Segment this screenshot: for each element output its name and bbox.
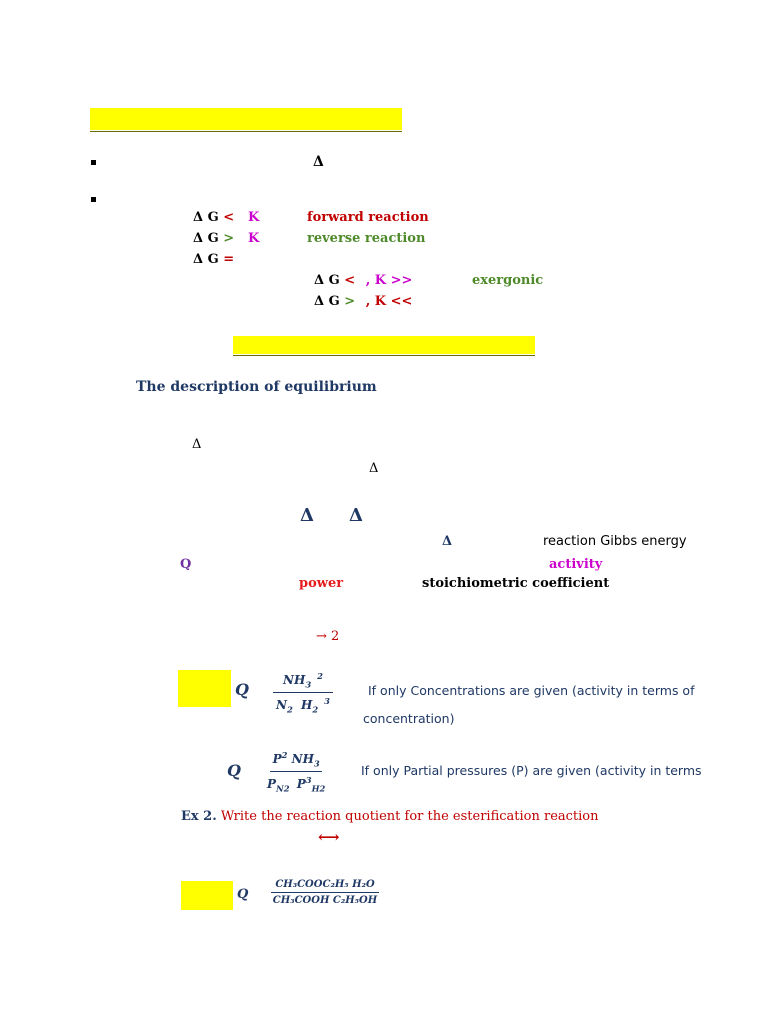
heading-highlight-1 <box>90 108 402 130</box>
answer-highlight-2 <box>181 881 233 910</box>
delta-symbol-5: Δ <box>349 505 363 526</box>
k-label-2: K <box>248 231 260 246</box>
ester-denominator: CH₃COOH C₂H₅OH <box>272 895 378 906</box>
pressure-note: If only Partial pressures (P) are given (activity in terms <box>361 763 702 778</box>
gibbs-energy-label: reaction Gibbs energy <box>543 534 687 549</box>
dg-label: Δ G <box>314 294 340 309</box>
criteria-row-3 <box>193 252 234 267</box>
fraction-bar <box>270 771 322 772</box>
bullet-1 <box>91 160 96 165</box>
power-label: power <box>299 576 344 591</box>
delta-symbol-2: Δ <box>192 437 202 452</box>
description-heading: The description of equilibrium <box>136 379 377 395</box>
example-2-text: Write the reaction quotient for the esterification reaction <box>220 809 599 824</box>
bullet-2 <box>91 197 96 202</box>
k-much-greater: , K >> <box>365 273 413 288</box>
k-much-less: , K << <box>365 294 413 309</box>
dg-label: Δ G <box>193 210 219 225</box>
dg-label: Δ G <box>314 273 340 288</box>
pressure-denominator: $P_{N2}$ $P^3_{H2}$ <box>267 775 326 794</box>
criteria-row-1 <box>193 210 234 225</box>
q-fraction-concentration <box>273 671 333 715</box>
op-less: < <box>344 273 356 288</box>
dg-label: Δ G <box>193 231 219 246</box>
criteria-row-4 <box>314 273 412 288</box>
delta-symbol-3: Δ <box>369 461 379 476</box>
q-fraction-esterification <box>271 879 379 906</box>
delta-symbol-4: Δ <box>300 505 314 526</box>
forward-reaction-label: forward reaction <box>307 210 429 225</box>
activity-label: activity <box>549 557 603 572</box>
fraction-bar <box>273 692 333 693</box>
heading-underline-1 <box>90 131 402 132</box>
q-label: Q <box>180 557 192 572</box>
ester-numerator: CH₃COOC₂H₅ H₂O <box>275 879 375 890</box>
stoichiometric-label: stoichiometric coefficient <box>422 576 610 591</box>
op-greater: > <box>223 231 235 246</box>
double-arrow: ⟷ <box>318 828 340 846</box>
fraction-denominator: $N_2$ $H_2^3$ <box>276 696 330 715</box>
q-symbol-2: Q <box>227 761 241 780</box>
example-2-line <box>181 809 599 824</box>
heading-highlight-2 <box>233 336 535 354</box>
reaction-arrow: → 2 <box>316 629 340 644</box>
op-greater: > <box>344 294 356 309</box>
dg-label: Δ G <box>193 252 219 267</box>
criteria-row-5 <box>314 294 412 309</box>
op-equal: = <box>223 252 235 267</box>
delta-symbol-6: Δ <box>442 534 453 549</box>
q-symbol-1: Q <box>235 680 249 699</box>
fraction-bar <box>271 892 379 893</box>
heading-underline-2 <box>233 355 535 356</box>
concentration-note-1: If only Concentrations are given (activity in terms of <box>368 683 695 698</box>
concentration-note-2: concentration) <box>363 711 455 726</box>
fraction-numerator: $NH_3^2$ <box>283 671 323 690</box>
k-label-1: K <box>248 210 260 225</box>
example-2-label: Ex 2. <box>181 809 217 824</box>
pressure-numerator: $P^2$ $NH_3$ <box>272 750 320 769</box>
delta-symbol-1: Δ <box>313 154 324 170</box>
criteria-row-2 <box>193 231 234 246</box>
q-symbol-3: Q <box>237 887 249 902</box>
q-fraction-pressure <box>267 750 325 794</box>
reverse-reaction-label: reverse reaction <box>307 231 426 246</box>
answer-highlight-1 <box>178 670 231 707</box>
op-less: < <box>223 210 235 225</box>
exergonic-label: exergonic <box>472 273 544 288</box>
